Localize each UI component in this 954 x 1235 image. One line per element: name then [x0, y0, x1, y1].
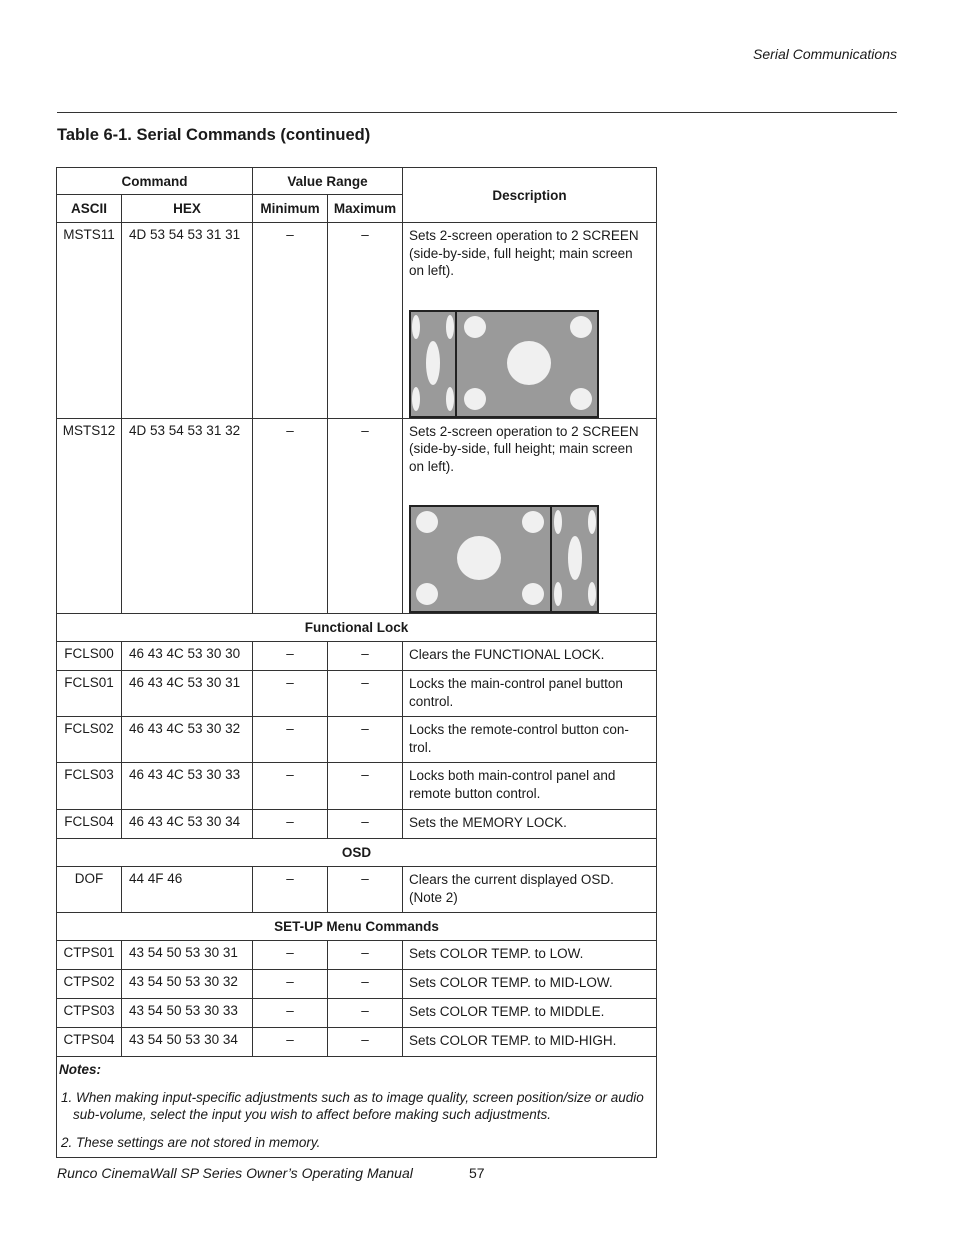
min-cell: –	[253, 1028, 328, 1057]
hex-cell: 43 54 50 53 30 31	[122, 941, 253, 970]
description-cell: Clears the FUNCTIONAL LOCK.	[403, 642, 657, 671]
description-text: Sets 2-screen operation to 2 SCREEN (side-by-side, full height; main screen on left).	[409, 228, 639, 278]
ascii-cell: FCLS04	[57, 810, 122, 839]
table-title: Table 6-1. Serial Commands (continued)	[57, 126, 371, 144]
description-cell	[403, 223, 657, 419]
two-screen-main-left-diagram-icon	[409, 505, 599, 613]
description-cell	[403, 418, 657, 614]
max-cell: –	[328, 418, 403, 614]
min-cell: –	[253, 970, 328, 999]
two-screen-main-right-diagram-icon	[409, 310, 599, 418]
section-row-functional-lock	[57, 614, 657, 642]
ascii-cell: MSTS12	[57, 418, 122, 614]
ascii-cell: CTPS02	[57, 970, 122, 999]
note-item: 1. When making input-specific adjustments such as to image quality, screen position/size or audio sub-volume, select the input you wish to affect before making such adjustments.	[61, 1089, 644, 1122]
ascii-cell: CTPS04	[57, 1028, 122, 1057]
min-cell: –	[253, 671, 328, 717]
description-cell: Sets COLOR TEMP. to MIDDLE.	[403, 999, 657, 1028]
max-cell: –	[328, 642, 403, 671]
description-cell: Sets COLOR TEMP. to LOW.	[403, 941, 657, 970]
table-row	[57, 810, 657, 839]
hex-cell: 46 43 4C 53 30 33	[122, 763, 253, 810]
description-cell: Sets COLOR TEMP. to MID-LOW.	[403, 970, 657, 999]
hex-cell: 43 54 50 53 30 32	[122, 970, 253, 999]
description-cell: Locks both main-control panel and remote button control.	[403, 763, 657, 810]
max-cell: –	[328, 717, 403, 763]
hex-cell: 4D 53 54 53 31 32	[122, 418, 253, 614]
header-minimum: Minimum	[253, 195, 328, 223]
max-cell: –	[328, 763, 403, 810]
ascii-cell: MSTS11	[57, 223, 122, 419]
header-hex: HEX	[122, 195, 253, 223]
footer-manual-title: Runco CinemaWall SP Series Owner’s Operating Manual	[57, 1165, 413, 1181]
description-cell: Clears the current displayed OSD. (Note 2)	[403, 867, 657, 913]
section-row-osd	[57, 839, 657, 867]
table-header-row	[57, 168, 657, 195]
max-cell: –	[328, 999, 403, 1028]
min-cell: –	[253, 223, 328, 419]
min-cell: –	[253, 867, 328, 913]
min-cell: –	[253, 418, 328, 614]
table-row	[57, 223, 657, 419]
ascii-cell: DOF	[57, 867, 122, 913]
max-cell: –	[328, 671, 403, 717]
table-row	[57, 999, 657, 1028]
header-description: Description	[403, 168, 657, 223]
max-cell: –	[328, 941, 403, 970]
table-row	[57, 763, 657, 810]
ascii-cell: CTPS01	[57, 941, 122, 970]
section-heading: Functional Lock	[57, 614, 657, 642]
ascii-cell: FCLS00	[57, 642, 122, 671]
page-number: 57	[469, 1165, 485, 1181]
table-row	[57, 941, 657, 970]
hex-cell: 46 43 4C 53 30 30	[122, 642, 253, 671]
header-value-range: Value Range	[253, 168, 403, 195]
ascii-cell: FCLS02	[57, 717, 122, 763]
min-cell: –	[253, 810, 328, 839]
max-cell: –	[328, 867, 403, 913]
min-cell: –	[253, 642, 328, 671]
hex-cell: 46 43 4C 53 30 31	[122, 671, 253, 717]
header-rule	[57, 112, 897, 113]
table-row	[57, 717, 657, 763]
hex-cell: 43 54 50 53 30 33	[122, 999, 253, 1028]
table-row	[57, 1028, 657, 1057]
section-heading: SET-UP Menu Commands	[57, 913, 657, 941]
max-cell: –	[328, 1028, 403, 1057]
description-text: Sets 2-screen operation to 2 SCREEN (side-by-side, full height; main screen on left).	[409, 423, 639, 474]
table-row	[57, 867, 657, 913]
description-cell: Locks the main-control panel button control.	[403, 671, 657, 717]
table-row	[57, 671, 657, 717]
notes-cell	[57, 1057, 657, 1158]
description-cell: Sets COLOR TEMP. to MID-HIGH.	[403, 1028, 657, 1057]
hex-cell: 4D 53 54 53 31 31	[122, 223, 253, 419]
hex-cell: 46 43 4C 53 30 32	[122, 717, 253, 763]
running-header: Serial Communications	[753, 46, 897, 62]
section-row-setup-menu	[57, 913, 657, 941]
hex-cell: 44 4F 46	[122, 867, 253, 913]
ascii-cell: CTPS03	[57, 999, 122, 1028]
description-cell: Sets the MEMORY LOCK.	[403, 810, 657, 839]
section-heading: OSD	[57, 839, 657, 867]
description-cell: Locks the remote-control button con-trol.	[403, 717, 657, 763]
table-row	[57, 642, 657, 671]
table-row	[57, 970, 657, 999]
hex-cell: 43 54 50 53 30 34	[122, 1028, 253, 1057]
notes-row	[57, 1057, 657, 1158]
serial-commands-table	[56, 167, 657, 1158]
min-cell: –	[253, 717, 328, 763]
min-cell: –	[253, 763, 328, 810]
table-row	[57, 418, 657, 614]
min-cell: –	[253, 941, 328, 970]
ascii-cell: FCLS03	[57, 763, 122, 810]
note-item: 2. These settings are not stored in memory.	[61, 1134, 321, 1150]
notes-heading: Notes:	[59, 1062, 102, 1077]
ascii-cell: FCLS01	[57, 671, 122, 717]
header-ascii: ASCII	[57, 195, 122, 223]
max-cell: –	[328, 810, 403, 839]
hex-cell: 46 43 4C 53 30 34	[122, 810, 253, 839]
max-cell: –	[328, 970, 403, 999]
max-cell: –	[328, 223, 403, 419]
header-command: Command	[57, 168, 253, 195]
min-cell: –	[253, 999, 328, 1028]
header-maximum: Maximum	[328, 195, 403, 223]
